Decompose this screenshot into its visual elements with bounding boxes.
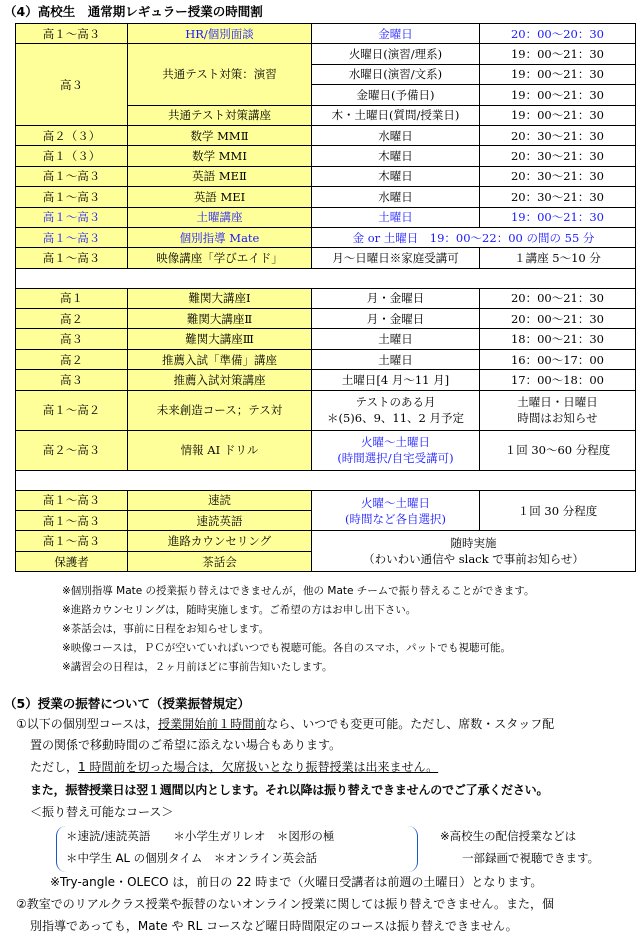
day-cell: 火曜日(演習/理系)	[312, 44, 480, 64]
day-cell: 水曜日	[312, 125, 480, 145]
course-cell: 推薦入試「準備」講座	[128, 349, 312, 369]
time-cell: １回 30～60 分程度	[480, 430, 636, 470]
rule-1-line-3-a: ただし，	[30, 760, 79, 774]
daytime-line-2: （わいわい通信や slack で事前お知らせ）	[363, 552, 584, 567]
rule-bold-line: また，振替授業日は翌１週間以内とします。それ以降は振り替えできませんのでご了承ください。	[30, 783, 549, 797]
rule-1-line-1	[16, 714, 641, 735]
grade-cell: 高１～高３	[16, 227, 128, 247]
day-cell: 水曜日(演習/文系)	[312, 64, 480, 84]
table-row	[16, 166, 636, 186]
day-line-1: テストのある月	[355, 395, 436, 410]
time-cell: 19：00～21：30	[480, 85, 636, 105]
day-line-2: ＊(5)6、9、11、2 月予定	[326, 411, 465, 426]
possible-courses-label: ＜振り替え可能なコース＞	[30, 805, 174, 819]
time-cell: 20：30～21：30	[480, 125, 636, 145]
rule-2-line-2: 別指導であっても，Mate や RL コースなど曜日時間限定のコースは振り替えできません。	[30, 919, 518, 933]
day-cell: 木曜日	[312, 146, 480, 166]
table-row	[16, 288, 636, 308]
table-row	[16, 187, 636, 207]
course-cell: 情報 AI ドリル	[128, 430, 312, 470]
grade-cell: 高１～高３	[16, 166, 128, 186]
grade-cell: 高１～高３	[16, 207, 128, 227]
note-item: ※個別指導 Mate の授業振り替えはできませんが，他の Mate チームで振り替えることができます。	[62, 585, 535, 597]
time-cell	[480, 390, 636, 430]
day-cell: 金曜日	[312, 24, 480, 44]
grade-cell: 高１	[16, 288, 128, 308]
course-cell: 数学 MMⅡ	[128, 125, 312, 145]
table-row	[16, 329, 636, 349]
spacer-cell	[16, 268, 636, 288]
time-line-2: 時間はお知らせ	[517, 411, 598, 426]
rule-1-line-3	[30, 757, 643, 778]
course-cell: 速読	[128, 490, 312, 510]
side-note-line-1: ※高校生の配信授業などは	[440, 829, 577, 843]
table-row	[16, 531, 636, 551]
table-row	[16, 248, 636, 268]
table-row	[16, 390, 636, 430]
try-angle-note: ※Try-angle・OLECO は，前日の 22 時まで（火曜日受講者は前週の土曜日）となります。	[50, 875, 543, 889]
time-cell: 19：00～21：30	[480, 105, 636, 125]
table-row	[16, 430, 636, 470]
note-item: ※映像コースは，ＰＣが空いていればいつでも視聴可能。各自のスマホ，パットでも視聴可能。	[62, 642, 512, 654]
rule-2-line-1: ②教室でのリアルクラス授業や振替のないオンライン授業に関しては振り替えできません。また，個	[16, 897, 555, 911]
note-item: ※茶話会は，事前に日程をお知らせします。	[62, 623, 270, 635]
grade-cell: 高３	[16, 44, 128, 126]
time-cell: 16：00～17：00	[480, 349, 636, 369]
side-note-line-2: 一部録画で視聴できます。	[462, 851, 600, 865]
time-cell: 17：00～18：00	[480, 370, 636, 390]
course-cell: 個別指導 Mate	[128, 227, 312, 247]
grade-cell: 保護者	[16, 551, 128, 571]
time-cell: 19：00～21：30	[480, 44, 636, 64]
grade-cell: 高１～高３	[16, 531, 128, 551]
table-row	[16, 227, 636, 247]
grade-cell: 高１～高３	[16, 24, 128, 44]
course-list-line-2: ＊中学生 AL の個別タイム ＊オンライン英会話	[66, 851, 318, 865]
course-cell: 土曜講座	[128, 207, 312, 227]
day-line-1: 火曜～土曜日	[361, 435, 430, 450]
grade-cell: 高２	[16, 349, 128, 369]
time-cell: １回 30 分程度	[480, 490, 636, 531]
section4-title: （4）高校生 通常期レギュラー授業の時間割	[4, 4, 263, 19]
time-line-1: 土曜日・日曜日	[517, 395, 598, 410]
course-cell: 映像講座「学びエイド」	[128, 248, 312, 268]
day-line-2: (時間選択/自宅受講可)	[337, 451, 454, 466]
grade-cell: 高２（３）	[16, 125, 128, 145]
table-spacer-row	[16, 470, 636, 490]
time-cell: 20：00～20：30	[480, 24, 636, 44]
note-item: ※進路カウンセリングは，随時実施します。ご希望の方はお申し出下さい。	[62, 604, 417, 616]
rule-1-line-2: 置の関係で移動時間のご希望に添えない場合もあります。	[30, 738, 342, 752]
daytime-cell: 金 or 土曜日 19：00～22：00 の間の 55 分	[312, 227, 636, 247]
day-cell: 月・金曜日	[312, 309, 480, 329]
day-line-1: 火曜～土曜日	[361, 495, 430, 510]
grade-cell: 高３	[16, 370, 128, 390]
grade-cell: 高３	[16, 329, 128, 349]
schedule-table	[15, 23, 636, 572]
day-cell: 水曜日	[312, 187, 480, 207]
rule-1-underline: 授業開始前１時間前	[158, 717, 267, 731]
daytime-line-1: 随時実施	[450, 536, 497, 551]
course-cell: 未来創造コース；テス対	[128, 390, 312, 430]
note-item: ※講習会の日程は，２ヶ月前ほどに事前告知いたします。	[62, 661, 333, 673]
rule-1-text-a: ①以下の個別型コースは，	[16, 717, 159, 731]
day-cell: 土曜日[4 月～11 月]	[312, 370, 480, 390]
grade-cell: 高１～高３	[16, 490, 128, 510]
time-cell: 20：30～21：30	[480, 166, 636, 186]
rule-1-text-b: なら、いつでも変更可能。ただし、席数・スタッフ配	[266, 717, 555, 731]
table-row	[16, 125, 636, 145]
day-cell	[312, 430, 480, 470]
grade-cell: 高１～高３	[16, 187, 128, 207]
course-cell: 茶話会	[128, 551, 312, 571]
day-cell: 木曜日	[312, 166, 480, 186]
course-cell: 難関大講座Ⅲ	[128, 329, 312, 349]
table-row	[16, 309, 636, 329]
rule-1-line-3-underline: 1 時間前を切った場合は，欠席扱いとなり振替授業は出来ません。	[78, 760, 439, 774]
time-cell: 20：30～21：30	[480, 187, 636, 207]
day-cell	[312, 490, 480, 531]
course-cell: 難関大講座Ⅱ	[128, 309, 312, 329]
grade-cell: 高１～高３	[16, 248, 128, 268]
spacer-cell	[16, 470, 636, 490]
table-row	[16, 349, 636, 369]
table-row	[16, 24, 636, 44]
course-cell: 共通テスト対策：演習	[128, 44, 312, 105]
daytime-cell	[312, 531, 636, 572]
table-row	[16, 44, 636, 64]
table-row	[16, 207, 636, 227]
time-cell: 20：00～21：30	[480, 288, 636, 308]
grade-cell: 高１（３）	[16, 146, 128, 166]
time-cell: 18：00～21：30	[480, 329, 636, 349]
time-cell: 19：00～21：30	[480, 64, 636, 84]
day-cell: 土曜日	[312, 349, 480, 369]
table-spacer-row	[16, 268, 636, 288]
grade-cell: 高２～高３	[16, 430, 128, 470]
table-row	[16, 490, 636, 510]
day-cell: 木・土曜日(質問/授業日)	[312, 105, 480, 125]
table-row	[16, 370, 636, 390]
time-cell: １講座 5～10 分	[480, 248, 636, 268]
section5-title: （5）授業の振替について（授業振替規定）	[4, 696, 250, 711]
course-cell: 難関大講座Ⅰ	[128, 288, 312, 308]
course-cell: 英語 MEⅡ	[128, 166, 312, 186]
day-cell: 月～日曜日※家庭受講可	[312, 248, 480, 268]
course-cell: 英語 MEⅠ	[128, 187, 312, 207]
grade-cell: 高１～高２	[16, 390, 128, 430]
time-cell: 19：00～21：30	[480, 207, 636, 227]
course-cell: 進路カウンセリング	[128, 531, 312, 551]
day-cell	[312, 390, 480, 430]
day-line-2: (時間など各自選択)	[345, 511, 446, 526]
day-cell: 土曜日	[312, 207, 480, 227]
course-cell: 共通テスト対策講座	[128, 105, 312, 125]
course-cell: 速読英語	[128, 511, 312, 531]
grade-cell: 高２	[16, 309, 128, 329]
course-cell: 推薦入試対策講座	[128, 370, 312, 390]
day-cell: 土曜日	[312, 329, 480, 349]
time-cell: 20：30～21：30	[480, 146, 636, 166]
notes-list	[62, 582, 534, 677]
course-cell: HR/個別面談	[128, 24, 312, 44]
time-cell: 20：00～21：30	[480, 309, 636, 329]
day-cell: 金曜日(予備日)	[312, 85, 480, 105]
day-cell: 月・金曜日	[312, 288, 480, 308]
course-cell: 数学 MMⅠ	[128, 146, 312, 166]
course-list-line-1: ＊速読/速読英語 ＊小学生ガリレオ ＊図形の極	[66, 829, 335, 843]
grade-cell: 高１～高３	[16, 511, 128, 531]
table-row	[16, 146, 636, 166]
